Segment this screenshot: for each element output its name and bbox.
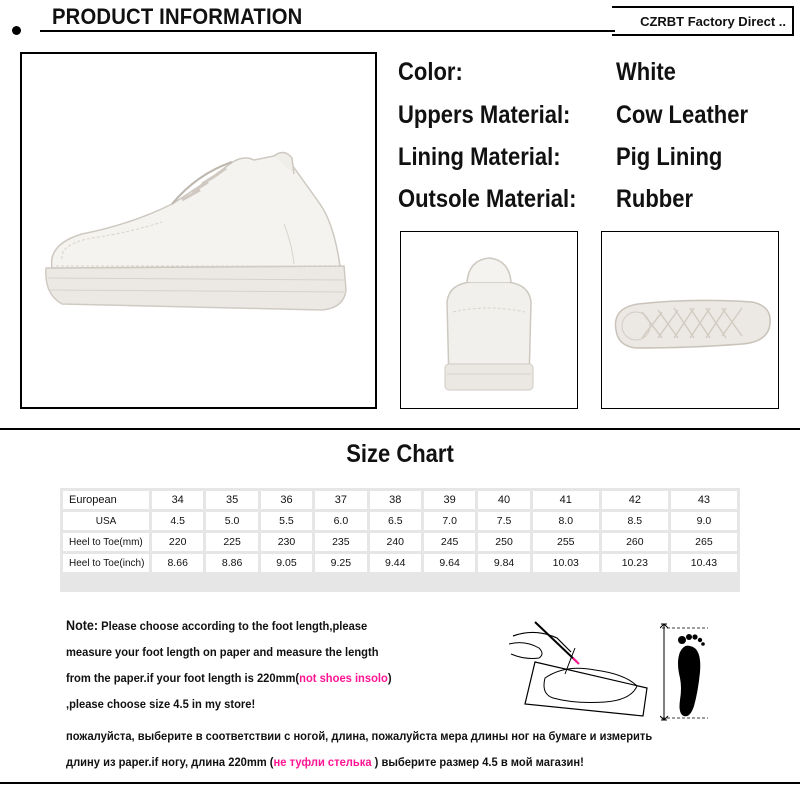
note-ru-text-2: длину из paper.if ногу, длина 220mm ( [66, 755, 274, 769]
title-underline [40, 30, 615, 32]
size-table [60, 488, 740, 592]
table-cell: 6.0 [315, 512, 366, 530]
table-cell: 240 [370, 533, 421, 551]
table-cell: 7.5 [478, 512, 529, 530]
note-highlight-en: not shoes insolo [299, 671, 388, 685]
note-ru-line-2 [66, 755, 584, 769]
table-cell: 225 [206, 533, 257, 551]
table-cell: 9.84 [478, 554, 529, 572]
shoe-sole-photo [601, 231, 779, 409]
table-cell: 10.43 [671, 554, 737, 572]
table-cell: 5.5 [261, 512, 312, 530]
foot-measure-illustration [505, 618, 653, 720]
table-row [63, 533, 737, 551]
note-line-1 [66, 618, 367, 633]
table-cell: 9.0 [671, 512, 737, 530]
table-cell: 230 [261, 533, 312, 551]
table-cell: 9.25 [315, 554, 366, 572]
row-header: Heel to Toe(mm) [63, 533, 149, 551]
spec-label-lining: Lining Material: [398, 143, 561, 171]
spec-value-uppers: Cow Leather [616, 101, 749, 129]
shoe-side-photo [20, 52, 377, 409]
footprint-icon [660, 622, 710, 722]
table-row [63, 512, 737, 530]
note-text-1: Please choose according to the foot length,please [98, 619, 368, 633]
table-cell: 42 [602, 491, 668, 509]
table-cell: 38 [370, 491, 421, 509]
table-cell: 265 [671, 533, 737, 551]
table-cell: 10.03 [533, 554, 599, 572]
table-cell: 37 [315, 491, 366, 509]
table-cell: 9.05 [261, 554, 312, 572]
row-header: European [63, 491, 149, 509]
shoe-back-photo [400, 231, 578, 409]
section-divider-bottom [0, 782, 800, 784]
table-cell: 9.44 [370, 554, 421, 572]
table-cell: 255 [533, 533, 599, 551]
note-line-4: ,please choose size 4.5 in my store! [66, 697, 256, 711]
spec-value-color: White [616, 58, 676, 86]
table-cell: 8.66 [152, 554, 203, 572]
note-ru-line-1: пожалуйста, выберите в соответствии с ногой, длина, пожалуйста мера длины ног на бумаге и измерить [66, 729, 653, 743]
spec-value-lining: Pig Lining [616, 143, 723, 171]
table-cell: 8.0 [533, 512, 599, 530]
row-header: USA [63, 512, 149, 530]
table-cell: 7.0 [424, 512, 475, 530]
table-cell: 9.64 [424, 554, 475, 572]
table-cell: 35 [206, 491, 257, 509]
table-row [63, 491, 737, 509]
section-divider-top [0, 428, 800, 430]
note-highlight-ru: не туфли стелька [273, 755, 372, 769]
table-row [63, 554, 737, 572]
table-cell: 34 [152, 491, 203, 509]
note-line-2: measure your foot length on paper and measure the length [66, 645, 379, 659]
table-cell: 40 [478, 491, 529, 509]
table-cell: 39 [424, 491, 475, 509]
table-cell: 5.0 [206, 512, 257, 530]
table-cell: 41 [533, 491, 599, 509]
table-cell: 43 [671, 491, 737, 509]
size-chart-title: Size Chart [346, 440, 454, 468]
factory-label: CZRBT Factory Direct .. [640, 14, 786, 29]
note-text-3-end: ) [387, 671, 392, 685]
note-ru-text-2-end: ) выберите размер 4.5 в мой магазин! [371, 755, 584, 769]
spec-value-outsole: Rubber [616, 185, 693, 213]
table-cell: 245 [424, 533, 475, 551]
note-heading: Note: [66, 618, 99, 633]
spec-label-color: Color: [398, 58, 463, 86]
note-text-3: from the paper.if your foot length is 220mm( [66, 671, 300, 685]
table-cell: 260 [602, 533, 668, 551]
table-cell: 6.5 [370, 512, 421, 530]
table-cell: 4.5 [152, 512, 203, 530]
table-cell: 220 [152, 533, 203, 551]
note-line-3 [66, 671, 392, 685]
row-header: Heel to Toe(inch) [63, 554, 149, 572]
table-cell: 36 [261, 491, 312, 509]
spec-label-outsole: Outsole Material: [398, 185, 577, 213]
table-cell: 235 [315, 533, 366, 551]
table-cell: 250 [478, 533, 529, 551]
bullet-dot [12, 26, 21, 35]
table-cell: 10.23 [602, 554, 668, 572]
spec-label-uppers: Uppers Material: [398, 101, 571, 129]
table-cell: 8.5 [602, 512, 668, 530]
table-cell: 8.86 [206, 554, 257, 572]
page-title: PRODUCT INFORMATION [52, 4, 303, 29]
